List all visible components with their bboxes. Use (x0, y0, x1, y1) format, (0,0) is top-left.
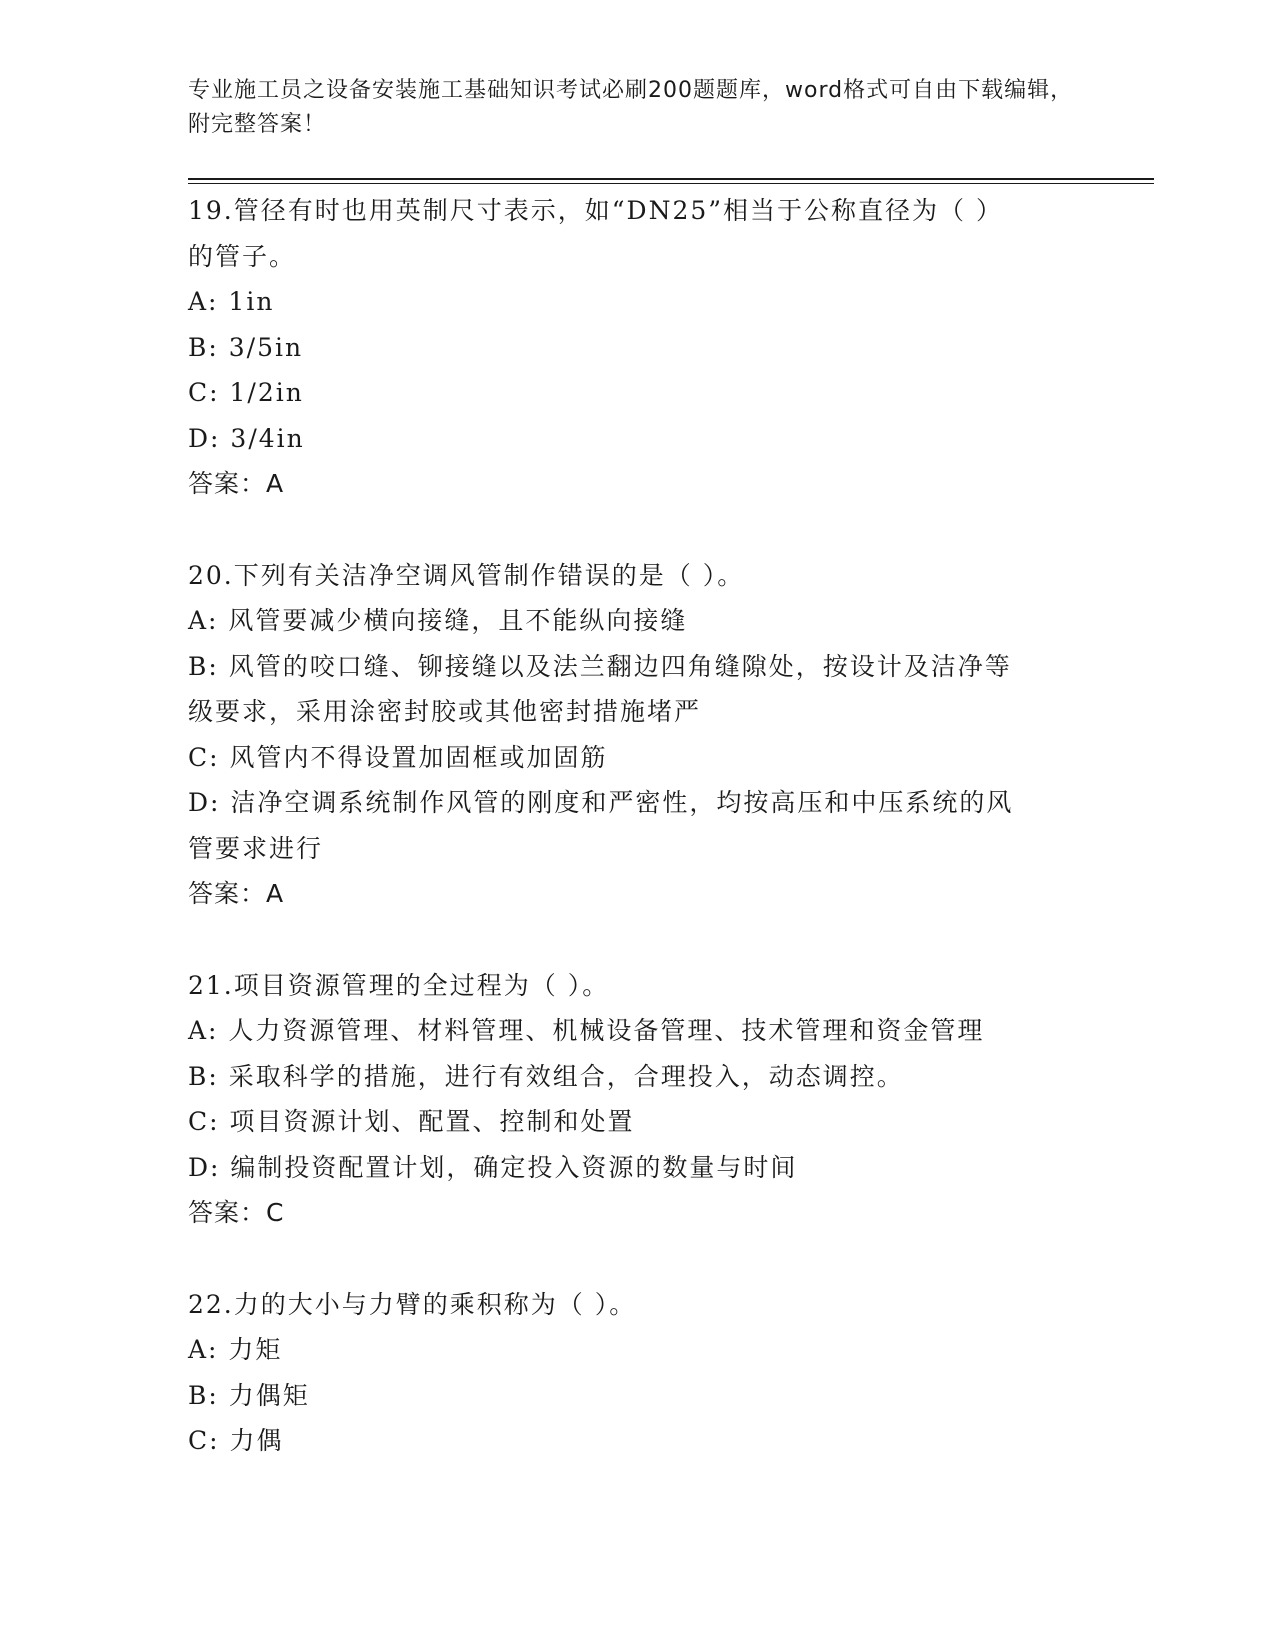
header-divider-thick (188, 178, 1154, 180)
option-b-continued: 级要求，采用涂密封胶或其他密封措施堵严 (188, 697, 702, 726)
option-a: A: 风管要减少横向接缝，且不能纵向接缝 (188, 606, 688, 635)
option-c: C: 力偶 (188, 1426, 284, 1455)
question-20 (188, 553, 1088, 917)
question-stem-line: 的管子。 (188, 241, 297, 271)
question-stem-line: 22.力的大小与力臂的乘积称为（ ）。 (188, 1289, 637, 1319)
option-d: D: 编制投资配置计划，确定投入资源的数量与时间 (188, 1152, 798, 1182)
option-a: A: 人力资源管理、材料管理、机械设备管理、技术管理和资金管理 (188, 1016, 985, 1045)
option-c: C: 风管内不得设置加固框或加固筋 (188, 742, 608, 772)
question-22 (188, 1282, 1088, 1464)
option-b: B: 风管的咬口缝、铆接缝以及法兰翻边四角缝隙处，按设计及洁净等 (188, 651, 1012, 681)
answer: 答案：A (188, 469, 285, 498)
header-divider-thin (188, 183, 1154, 184)
question-21 (188, 963, 1088, 1236)
option-b: B: 3/5in (188, 332, 304, 362)
answer: 答案：A (188, 879, 285, 908)
option-d: D: 3/4in (188, 423, 305, 453)
option-c: C: 1/2in (188, 378, 304, 407)
option-c: C: 项目资源计划、配置、控制和处置 (188, 1107, 635, 1136)
option-d-continued: 管要求进行 (188, 833, 324, 863)
question-19 (188, 188, 1088, 507)
answer: 答案：C (188, 1198, 285, 1227)
option-d: D: 洁净空调系统制作风管的刚度和严密性，均按高压和中压系统的风 (188, 788, 1014, 817)
document-header: 专业施工员之设备安装施工基础知识考试必刷200题题库，word格式可自由下载编辑，附完整答案！ (188, 78, 1074, 137)
question-stem-line: 19.管径有时也用英制尺寸表示，如“DN25”相当于公称直径为（ ） (188, 196, 1003, 225)
option-a: A: 1in (188, 287, 275, 316)
option-a: A: 力矩 (188, 1335, 283, 1364)
option-b: B: 力偶矩 (188, 1380, 310, 1410)
option-b: B: 采取科学的措施，进行有效组合，合理投入，动态调控。 (188, 1061, 904, 1091)
question-stem-line: 20.下列有关洁净空调风管制作错误的是（ ）。 (188, 560, 745, 590)
question-stem-line: 21.项目资源管理的全过程为（ ）。 (188, 970, 610, 1000)
question-list (188, 188, 1088, 1510)
